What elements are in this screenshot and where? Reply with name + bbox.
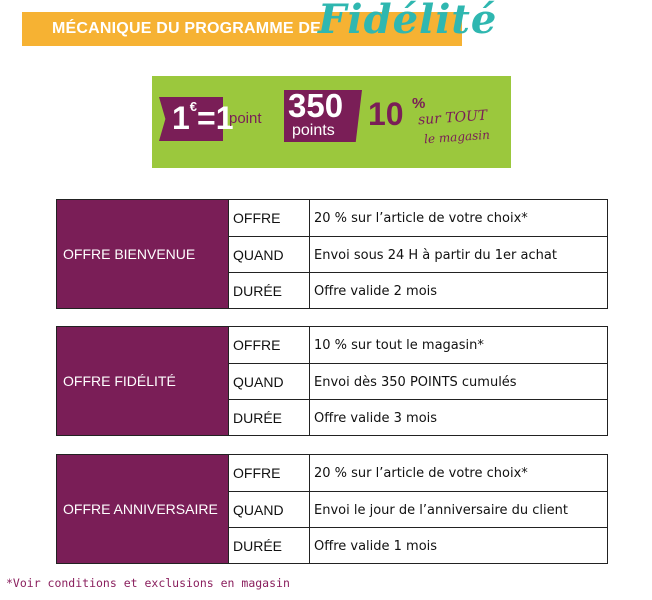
table-row bbox=[228, 200, 607, 236]
row-value: Offre valide 1 mois bbox=[314, 538, 438, 554]
row-value: Offre valide 2 mois bbox=[314, 283, 438, 299]
offer-table-fidelite bbox=[56, 326, 608, 436]
table-row bbox=[228, 399, 607, 436]
offer-label: OFFRE FIDÉLITÉ bbox=[57, 327, 228, 435]
row-key: DURÉE bbox=[228, 273, 310, 309]
row-value: 10 % sur tout le magasin* bbox=[314, 337, 484, 353]
row-key: QUAND bbox=[228, 364, 310, 400]
offer-label: OFFRE ANNIVERSAIRE bbox=[57, 455, 228, 563]
row-value: 20 % sur l’article de votre choix* bbox=[314, 210, 528, 226]
table-row bbox=[228, 327, 607, 363]
row-value: Envoi dès 350 POINTS cumulés bbox=[314, 374, 517, 390]
footnote: *Voir conditions et exclusions en magasin bbox=[6, 576, 290, 590]
offer-table-bienvenue bbox=[56, 199, 608, 309]
table-row bbox=[228, 272, 607, 309]
euro-point-rule: 1€=1 bbox=[172, 99, 234, 136]
row-value: Envoi sous 24 H à partir du 1er achat bbox=[314, 247, 557, 263]
row-key: OFFRE bbox=[228, 200, 310, 236]
row-key: QUAND bbox=[228, 492, 310, 528]
points-threshold-number: 350 bbox=[288, 87, 344, 124]
discount-scope-line1: sur TOUT bbox=[417, 107, 488, 129]
discount-percent-sign: % bbox=[412, 95, 426, 112]
row-key: DURÉE bbox=[228, 528, 310, 564]
offer-table-anniversaire bbox=[56, 454, 608, 564]
points-threshold-unit: points bbox=[292, 122, 335, 139]
table-row bbox=[228, 363, 607, 400]
page-title-script: Fidélité bbox=[318, 0, 498, 43]
offer-label: OFFRE BIENVENUE bbox=[57, 200, 228, 308]
row-key: OFFRE bbox=[228, 327, 310, 363]
page-title: MÉCANIQUE DU PROGRAMME DE bbox=[52, 20, 322, 37]
row-value: Offre valide 3 mois bbox=[314, 410, 438, 426]
table-row bbox=[228, 527, 607, 564]
row-key: OFFRE bbox=[228, 455, 310, 491]
row-value: Envoi le jour de l’anniversaire du client bbox=[314, 502, 568, 518]
row-key: QUAND bbox=[228, 237, 310, 273]
table-row bbox=[228, 236, 607, 273]
discount-scope-line2: le magasin bbox=[423, 127, 491, 147]
discount-number: 10 bbox=[368, 96, 404, 132]
point-unit-label: point bbox=[229, 110, 262, 127]
row-value: 20 % sur l’article de votre choix* bbox=[314, 465, 528, 481]
row-key: DURÉE bbox=[228, 400, 310, 436]
table-row bbox=[228, 491, 607, 528]
table-row bbox=[228, 455, 607, 491]
